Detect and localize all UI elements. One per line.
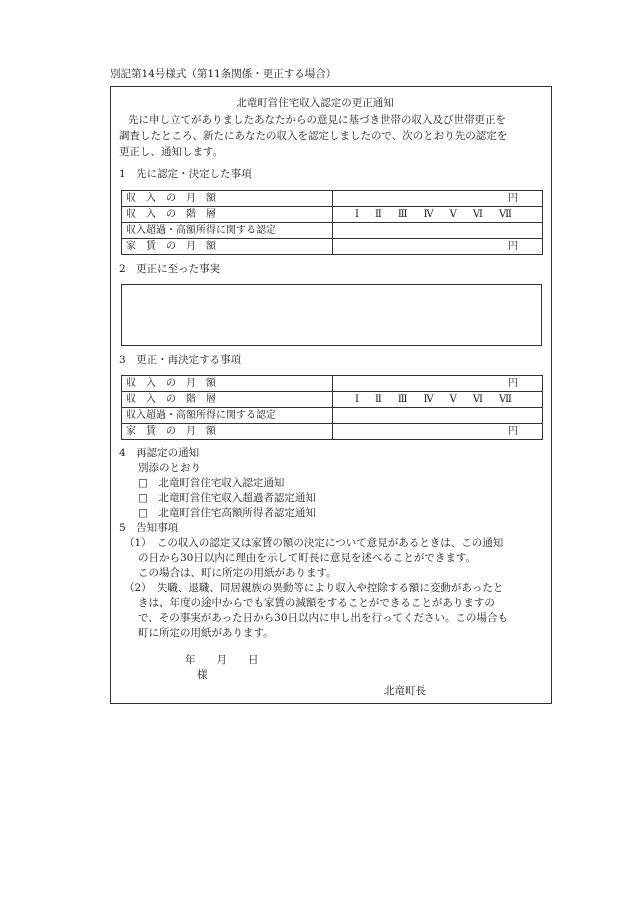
table-row (122, 408, 543, 424)
intro-line-2: 調査したところ、新たにあなたの収入を認定しましたので、次のとおり先の認定を (119, 130, 508, 142)
table-row (122, 223, 543, 239)
level-3[interactable]: Ⅲ (397, 393, 408, 405)
level-6[interactable]: Ⅵ (472, 208, 483, 220)
option-income-notice[interactable]: □ 北竜町営住宅収入認定通知 (138, 477, 285, 489)
level-1[interactable]: Ⅰ (355, 208, 359, 220)
section-4-title: 4 再認定の通知 (119, 447, 200, 459)
section-1-table (121, 190, 543, 255)
row-label: 収 入 の 階 層 (122, 207, 333, 223)
level-5[interactable]: Ⅴ (449, 393, 457, 405)
row-label: 収入超過・高額所得に関する認定 (122, 408, 333, 424)
notice-1-line-3: この場合は、町に所定の用紙があります。 (138, 567, 337, 579)
level-cell[interactable] (333, 392, 543, 408)
section-3-title: 3 更正・再決定する事項 (119, 354, 242, 366)
notice-1-line-2: の日から30日以内に理由を示して町長に意見を述べることができます。 (138, 552, 477, 564)
level-5[interactable]: Ⅴ (449, 208, 457, 220)
row-label: 収 入 の 月 額 (122, 191, 333, 207)
value-cell[interactable] (333, 424, 543, 440)
option-high-income-notice[interactable]: □ 北竜町営住宅高額所得者認定通知 (138, 507, 316, 519)
table-row (122, 191, 543, 207)
level-4[interactable]: Ⅳ (423, 393, 434, 405)
option-excess-notice[interactable]: □ 北竜町営住宅収入超過者認定通知 (138, 492, 316, 504)
notice-2-line-2: きは、年度の途中からでも家賃の減額をすることができることがありますの (138, 597, 495, 609)
row-label: 家 賃 の 月 額 (122, 239, 333, 255)
value-cell[interactable] (333, 223, 543, 239)
section-3-table (121, 375, 543, 440)
facts-text-box[interactable] (121, 284, 542, 346)
level-cell[interactable] (333, 207, 543, 223)
section-2-title: 2 更正に至った事実 (119, 263, 221, 275)
section-1-title: 1 先に認定・決定した事項 (119, 168, 252, 180)
table-row (122, 376, 543, 392)
table-row (122, 392, 543, 408)
form-number-header: 別記第14号様式（第11条関係・更正する場合） (110, 68, 337, 80)
notice-2-line-4: 町に所定の用紙があります。 (138, 627, 274, 639)
notice-2-line-3: で、その事実があった日から30日以内に申し出を行ってください。この場合も (138, 612, 509, 624)
level-2[interactable]: Ⅱ (375, 208, 382, 220)
row-label: 家 賃 の 月 額 (122, 424, 333, 440)
issuer-name: 北竜町長 (384, 685, 426, 697)
value-cell[interactable] (333, 191, 543, 207)
row-label: 収 入 の 月 額 (122, 376, 333, 392)
level-1[interactable]: Ⅰ (355, 393, 359, 405)
table-row (122, 207, 543, 223)
table-row (122, 424, 543, 440)
row-label: 収入超過・高額所得に関する認定 (122, 223, 333, 239)
addressee-suffix: 様 (197, 669, 208, 681)
table-row (122, 239, 543, 255)
level-7[interactable]: Ⅶ (499, 208, 512, 220)
level-6[interactable]: Ⅵ (472, 393, 483, 405)
notice-2-line-1: （2） 失職、退職、同居親族の異動等により収入や控除する額に変動があったと (124, 582, 504, 594)
level-7[interactable]: Ⅶ (499, 393, 512, 405)
section-5-title: 5 告知事項 (119, 522, 179, 534)
yen-unit: 円 (508, 240, 518, 252)
section-4-subtitle: 別添のとおり (138, 462, 201, 474)
notice-1-line-1: （1） この収入の認定又は家賃の額の決定について意見があるときは、この通知 (124, 537, 504, 549)
date-line[interactable]: 年 月 日 (185, 654, 259, 666)
level-4[interactable]: Ⅳ (423, 208, 434, 220)
intro-line-1: 先に申し立てがありましたあなたからの意見に基づき世帯の収入及び世帯更正を (128, 114, 506, 126)
level-2[interactable]: Ⅱ (375, 393, 382, 405)
yen-unit: 円 (508, 425, 518, 437)
row-label: 収 入 の 階 層 (122, 392, 333, 408)
yen-unit: 円 (508, 192, 518, 204)
value-cell[interactable] (333, 239, 543, 255)
value-cell[interactable] (333, 376, 543, 392)
value-cell[interactable] (333, 408, 543, 424)
intro-line-3: 更正し、通知します。 (119, 146, 224, 158)
yen-unit: 円 (508, 377, 518, 389)
document-title: 北竜町営住宅収入認定の更正通知 (236, 97, 394, 109)
level-3[interactable]: Ⅲ (397, 208, 408, 220)
